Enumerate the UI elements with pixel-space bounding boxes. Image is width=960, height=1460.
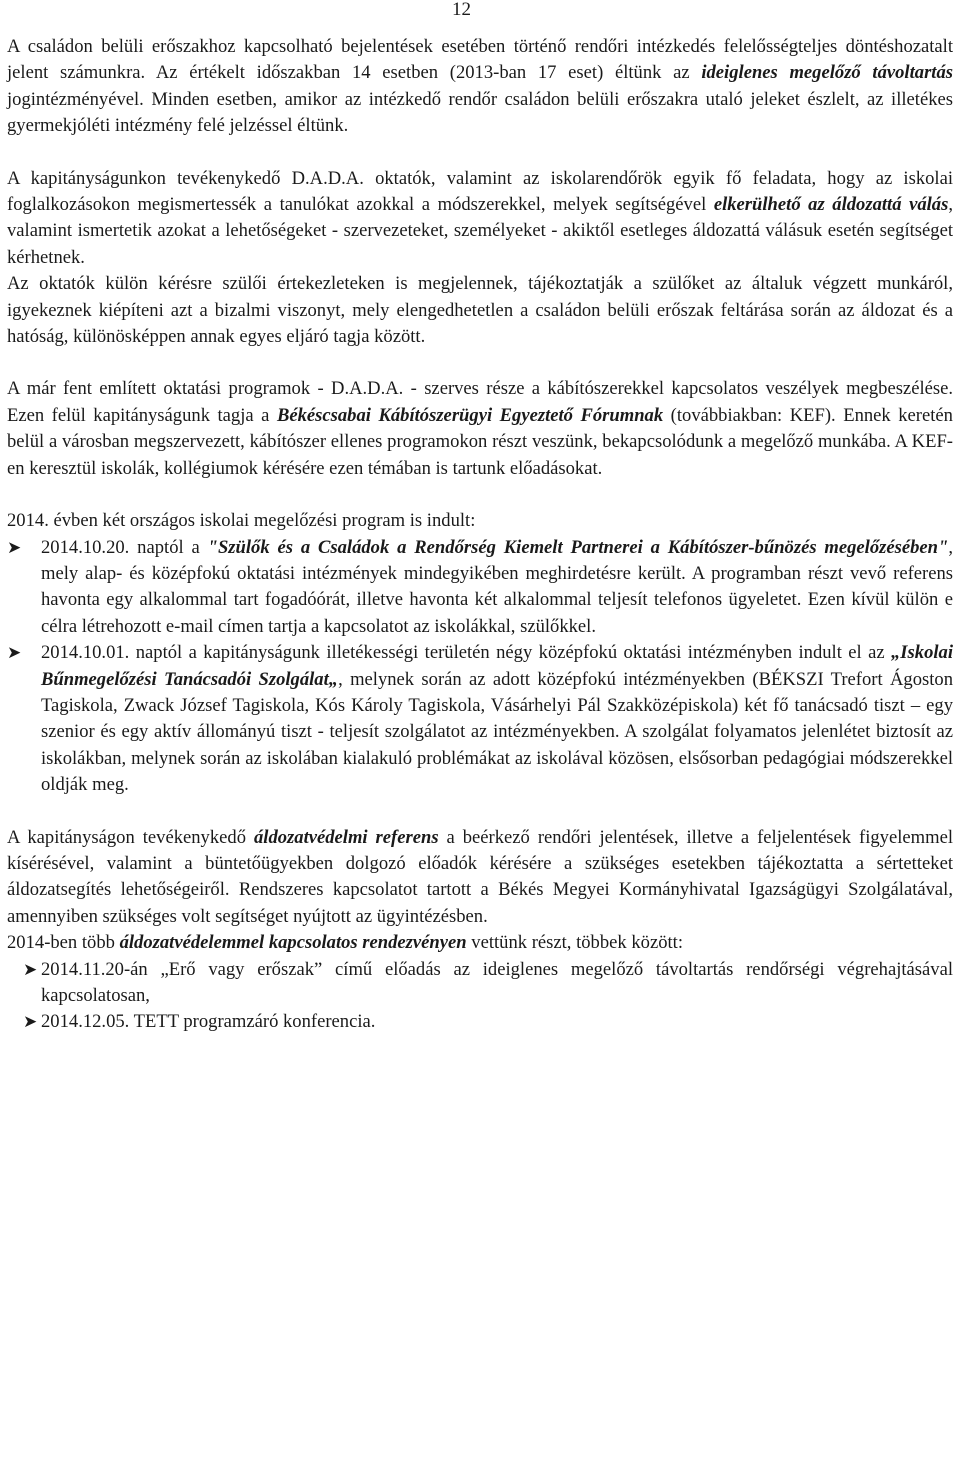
text: A kapitányságon tevékenykedő	[7, 826, 254, 848]
document-body	[7, 34, 953, 1036]
text: 2014.10.01. naptól a kapitányságunk illetékességi területén négy középfokú oktatási intézményben indult el az	[41, 642, 891, 664]
text: , mely alap- és középfokú oktatási intézmények mindegyikében meghirdetésre került. A programban részt vevő referens havonta egy alkalommal tart fogadóórát, illetve havonta két alkalommal teljesít telefonos ügyeletet. Ezen kívül külön e célra létrehozott e-mail címen tartja a kapcsolatot az iskolákkal, szülőkkel.	[41, 536, 953, 637]
text: (továbbiakban: KEF). Ennek keretén belül a városban megszervezett, kábítószer ellenes programokon részt veszünk, bekapcsolódunk a megelőző munkába. A KEF-en keresztül iskolák, kollégiumok kérésére ezen témában is tartunk előadásokat.	[7, 404, 953, 479]
page-number: 12	[452, 0, 471, 20]
text: , valamint ismertetik azokat a lehetőségeket - szervezeteket, személyeket - akiktől esetleges áldozattá válásuk esetén segítséget kérhetnek.	[7, 194, 953, 268]
emphasis-victim-referent: áldozatvédelmi referens	[253, 826, 439, 848]
events-list	[7, 957, 953, 1036]
text: A már fent említett oktatási programok - D.A.D.A. - szerves része a kábítószerekkel kapcsolatos veszélyek megbeszélése. Ezen felül kapitányságunk tagja a	[7, 378, 953, 426]
text: A kapitányságunkon tevékenykedő D.A.D.A. oktatók, valamint az iskolarendőrök egyik fő feladata, hogy az iskolai foglalkozásokon megismertessék a tanulókat azokkal a módszerekkel, melyek segítségével	[7, 167, 953, 216]
emphasis-events: áldozatvédelemmel kapcsolatos rendezvényen	[119, 932, 467, 954]
list-item	[7, 640, 953, 798]
text: 2014.11.20-án „Erő vagy erőszak” című előadás az ideiglenes megelőző távoltartás rendőrségi végrehajtásával kapcsolatosan,	[41, 958, 953, 1006]
text: 2014-ben több	[7, 932, 120, 954]
arrowhead-bullet-icon: ➤	[7, 537, 22, 558]
emphasis-program-title: "Szülők és a Családok a Rendőrség Kiemelt Partnerei a Kábítószer-bűnözés megelőzésében"	[207, 536, 949, 558]
paragraph-domestic-violence	[7, 34, 953, 140]
list-item	[23, 957, 953, 1010]
list-item	[23, 1009, 953, 1035]
list-item	[7, 535, 953, 641]
text: A családon belüli erőszakhoz kapcsolható bejelentések esetében történő rendőri intézkedés felelősségteljes döntéshozatalt jelent számunkra. Az értékelt időszakban 14 esetben (2013-ban 17 eset) éltünk az	[7, 36, 953, 84]
text: 2014.10.20. naptól a	[41, 536, 208, 558]
emphasis-avoid-victimization: elkerülhető az áldozattá válás	[713, 194, 949, 216]
text: 2014.12.05. TETT programzáró konferencia.	[41, 1011, 376, 1033]
emphasis-program-title: „Iskolai Bűnmegelőzési Tanácsadói Szolgálat„	[41, 642, 953, 690]
text: 2014. évben két országos iskolai megelőzési program is indult:	[7, 510, 476, 532]
paragraph-dada-instructors	[7, 166, 953, 272]
arrowhead-bullet-icon: ➤	[23, 1012, 38, 1033]
text: vettünk részt, többek között:	[466, 932, 683, 954]
text: Az oktatók külön kérésre szülői értekezleteken is megjelennek, tájékoztatják a szülőket az általuk végzett munkáról, igyekeznek kiépíteni azt a bizalmi viszonyt, mely elengedhetetlen a családon belüli erőszak feltárása során az áldozat és a hatóság, különösképpen annak egyes eljáró tagja között.	[7, 273, 953, 348]
arrowhead-bullet-icon: ➤	[7, 643, 22, 664]
arrowhead-bullet-icon: ➤	[23, 959, 38, 980]
program-list	[7, 535, 953, 799]
emphasis-kef-forum: Békéscsabai Kábítószerügyi Egyeztető Fórumnak	[276, 404, 664, 426]
paragraph-drug-prevention	[7, 376, 953, 482]
text: a beérkező rendőri jelentések, illetve a feljelentések figyelemmel kísérésével, valamint a büntetőügyekben dolgozó előadók kérésére a szükséges esetekben tájékoztatta a sértetteket áldozatsegítés lehetőségeiről. Rendszeres kapcsolatot tartott a Békés Megyei Kormányhivatal Igazságügyi Szolgálatával, amennyiben szükséges volt segítséget nyújtott az ügyintézésben.	[7, 826, 953, 927]
emphasis-restraining-order: ideiglenes megelőző távoltartás	[701, 62, 954, 84]
paragraph-events-intro	[7, 930, 953, 956]
paragraph-programs-intro	[7, 508, 953, 534]
text: , melynek során az adott középfokú intézményekben (BÉKSZI Trefort Ágoston Tagiskola, Zwack József Tagiskola, Kós Károly Tagiskola, Vásárhelyi Pál Szakközépiskola) két fő tanácsadó tiszt – egy szenior és egy aktív állományú tiszt - teljesít szolgálatot az intézményekben. A szolgálat folyamatos jelenlétet biztosít az iskolákban, melynek során az iskolában kialakuló problémákat az iskolával közösen, elsősorban pedagógiai módszerekkel oldják meg.	[41, 668, 953, 796]
text: jogintézményével. Minden esetben, amikor az intézkedő rendőr családon belüli erőszakra utaló jeleket észlelt, az illetékes gyermekjóléti intézmény felé jelzéssel éltünk.	[7, 88, 953, 137]
paragraph-parent-meetings	[7, 271, 953, 350]
paragraph-victim-referent	[7, 825, 953, 931]
